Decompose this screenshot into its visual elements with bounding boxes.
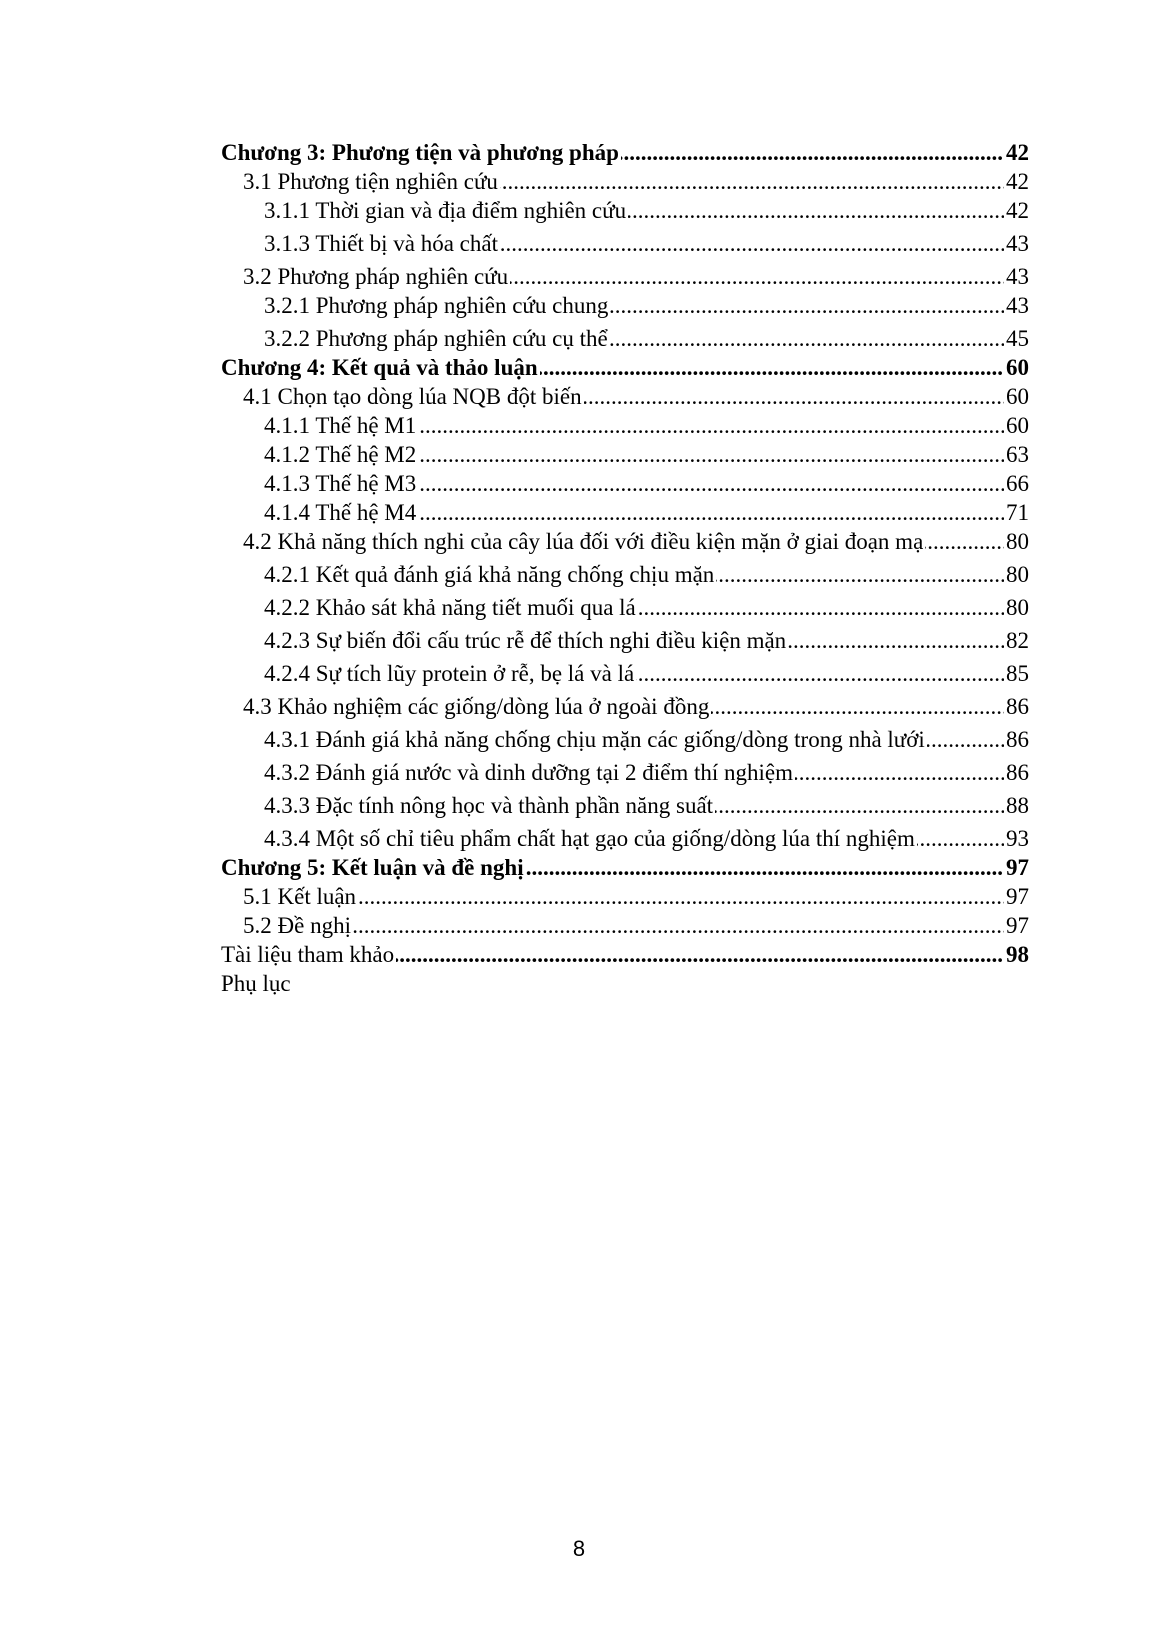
toc-entry-title: 4.2 Khả năng thích nghi của cây lúa đối với điều kiện mặn ở giai đoạn mạ <box>243 529 924 554</box>
toc-entry[interactable] <box>221 262 1029 291</box>
toc-entry[interactable] <box>221 758 1029 787</box>
toc-entry-title: Chương 4: Kết quả và thảo luận <box>221 355 538 380</box>
toc-entry[interactable] <box>221 196 1029 225</box>
table-of-contents <box>221 138 1029 998</box>
toc-entry-page: 80 <box>1006 562 1029 587</box>
toc-entry[interactable] <box>221 791 1029 820</box>
toc-entry-page: 71 <box>1006 500 1029 525</box>
toc-entry[interactable] <box>221 324 1029 353</box>
toc-entry[interactable] <box>221 167 1029 196</box>
toc-entry-page: 43 <box>1006 264 1029 289</box>
toc-dot-leader <box>243 882 1029 911</box>
toc-entry-page: 45 <box>1006 326 1029 351</box>
toc-entry-page: 98 <box>1006 942 1029 967</box>
toc-entry-title: 3.1 Phương tiện nghiên cứu <box>243 169 498 194</box>
toc-entry[interactable] <box>221 692 1029 721</box>
toc-dot-leader <box>243 911 1029 940</box>
toc-entry-title: Chương 5: Kết luận và đề nghị <box>221 855 524 880</box>
toc-entry[interactable] <box>221 626 1029 655</box>
toc-entry-title: 4.1 Chọn tạo dòng lúa NQB đột biến <box>243 384 582 409</box>
toc-entry-page: 93 <box>1006 826 1029 851</box>
toc-entry[interactable] <box>221 659 1029 688</box>
toc-entry[interactable] <box>221 725 1029 754</box>
toc-entry-page: 66 <box>1006 471 1029 496</box>
toc-entry-title: 4.1.4 Thế hệ M4 <box>264 500 417 525</box>
toc-entry-page: 86 <box>1006 694 1029 719</box>
toc-entry-title: 3.2.2 Phương pháp nghiên cứu cụ thể <box>264 326 608 351</box>
toc-entry-title: 4.3.3 Đặc tính nông học và thành phần năng suất <box>264 793 714 818</box>
toc-entry-title: Chương 3: Phương tiện và phương pháp <box>221 140 619 165</box>
toc-entry-title: Phụ lục <box>221 971 291 996</box>
toc-entry-title: 4.1.1 Thế hệ M1 <box>264 413 417 438</box>
toc-entry-page: 97 <box>1006 913 1029 938</box>
toc-entry[interactable] <box>221 229 1029 258</box>
toc-entry-title: 3.2.1 Phương pháp nghiên cứu chung <box>264 293 609 318</box>
toc-entry-page: 42 <box>1006 140 1029 165</box>
toc-entry[interactable] <box>221 291 1029 320</box>
toc-entry-title: Tài liệu tham khảo <box>221 942 395 967</box>
toc-entry-page: 60 <box>1006 413 1029 438</box>
toc-entry[interactable] <box>221 560 1029 589</box>
toc-entry-title: 4.3.1 Đánh giá khả năng chống chịu mặn các giống/dòng trong nhà lưới <box>264 727 925 752</box>
toc-entry-title: 4.2.2 Khảo sát khả năng tiết muối qua lá <box>264 595 636 620</box>
toc-entry-title: 3.2 Phương pháp nghiên cứu <box>243 264 509 289</box>
toc-entry-title: 4.1.2 Thế hệ M2 <box>264 442 417 467</box>
toc-entry-page: 43 <box>1006 293 1029 318</box>
toc-entry-title: 4.1.3 Thế hệ M3 <box>264 471 417 496</box>
toc-entry[interactable] <box>221 593 1029 622</box>
toc-entry-title: 4.3 Khảo nghiệm các giống/dòng lúa ở ngoài đồng <box>243 694 710 719</box>
toc-entry[interactable] <box>221 440 1029 469</box>
toc-entry-title: 4.3.2 Đánh giá nước và dinh dưỡng tại 2 điểm thí nghiệm <box>264 760 793 785</box>
toc-entry-page: 88 <box>1006 793 1029 818</box>
toc-entry-page: 86 <box>1006 760 1029 785</box>
toc-entry[interactable] <box>221 469 1029 498</box>
toc-entry[interactable] <box>221 498 1029 527</box>
page-number: 8 <box>572 1536 586 1561</box>
toc-entry[interactable] <box>221 911 1029 940</box>
toc-entry[interactable] <box>221 382 1029 411</box>
toc-entry[interactable] <box>221 969 1029 998</box>
toc-entry-title: 5.2 Đề nghị <box>243 913 351 938</box>
toc-entry-page: 80 <box>1006 595 1029 620</box>
toc-entry-title: 4.2.3 Sự biến đổi cấu trúc rễ để thích nghi điều kiện mặn <box>264 628 787 653</box>
toc-entry-page: 42 <box>1006 169 1029 194</box>
toc-entry-title: 3.1.1 Thời gian và địa điểm nghiên cứu <box>264 198 627 223</box>
toc-entry[interactable] <box>221 138 1029 167</box>
toc-entry-page: 86 <box>1006 727 1029 752</box>
toc-entry-title: 4.3.4 Một số chỉ tiêu phẩm chất hạt gạo của giống/dòng lúa thí nghiệm <box>264 826 915 851</box>
toc-entry-page: 43 <box>1006 231 1029 256</box>
toc-entry[interactable] <box>221 353 1029 382</box>
toc-entry-title: 4.2.4 Sự tích lũy protein ở rễ, bẹ lá và lá <box>264 661 635 686</box>
toc-entry[interactable] <box>221 853 1029 882</box>
toc-entry-page: 60 <box>1006 355 1029 380</box>
toc-entry[interactable] <box>221 411 1029 440</box>
toc-entry-title: 5.1 Kết luận <box>243 884 357 909</box>
toc-entry-page: 60 <box>1006 384 1029 409</box>
toc-entry-page: 42 <box>1006 198 1029 223</box>
toc-entry-page: 82 <box>1006 628 1029 653</box>
toc-entry-page: 97 <box>1006 855 1029 880</box>
toc-entry[interactable] <box>221 882 1029 911</box>
toc-entry-page: 85 <box>1006 661 1029 686</box>
toc-entry-title: 3.1.3 Thiết bị và hóa chất <box>264 231 498 256</box>
toc-entry[interactable] <box>221 527 1029 556</box>
toc-entry-page: 63 <box>1006 442 1029 467</box>
toc-entry-page: 97 <box>1006 884 1029 909</box>
toc-entry[interactable] <box>221 824 1029 853</box>
toc-entry-page: 80 <box>1006 529 1029 554</box>
toc-entry-title: 4.2.1 Kết quả đánh giá khả năng chống chịu mặn <box>264 562 715 587</box>
toc-entry[interactable] <box>221 940 1029 969</box>
